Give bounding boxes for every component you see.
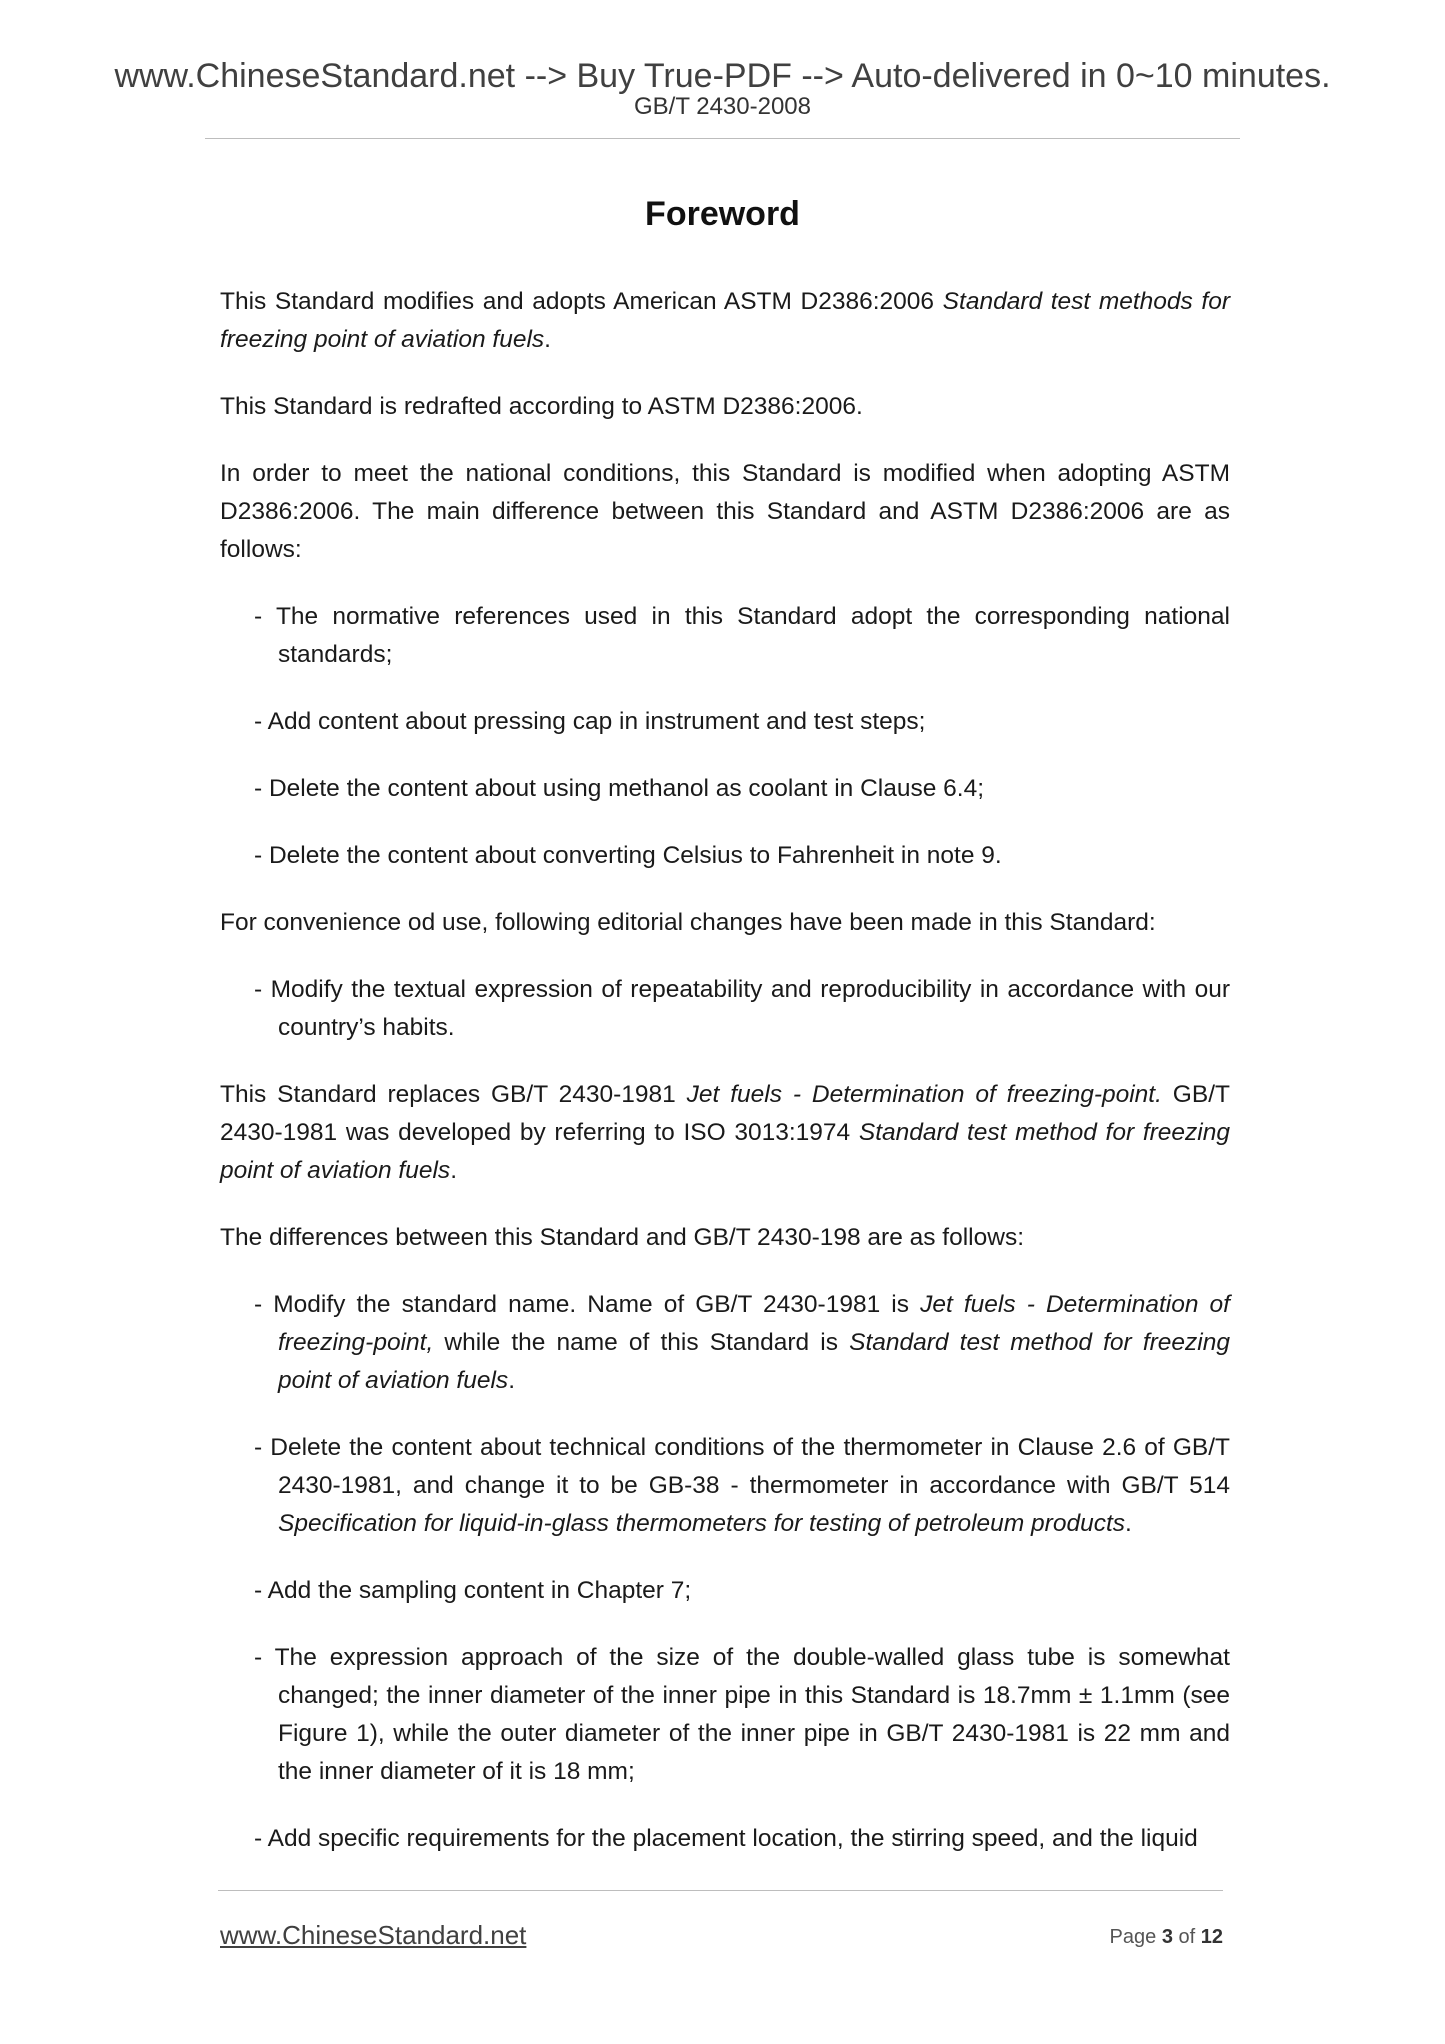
standard-title-reference: Jet fuels - Determination of freezing-point, <box>278 1291 1230 1356</box>
header-banner: www.ChineseStandard.net --> Buy True-PDF --> Auto-delivered in 0~10 minutes. <box>114 57 1331 95</box>
foreword-body <box>220 283 1230 1858</box>
standard-title-reference: Jet fuels - Determination of freezing-point. <box>686 1081 1162 1108</box>
paragraph-text: This Standard modifies and adopts American ASTM D2386:2006 <box>220 288 943 315</box>
list-item: - Delete the content about converting Celsius to Fahrenheit in note 9. <box>254 842 1002 869</box>
list-item-text: - Modify the standard name. Name of GB/T 2430-1981 is <box>254 1291 921 1318</box>
paragraph-replaces <box>220 1076 1230 1190</box>
list-item: - Add the sampling content in Chapter 7; <box>254 1577 692 1604</box>
list-item <box>254 1286 1230 1400</box>
standard-title-reference: Standard test methods for freezing point of aviation fuels <box>220 288 1231 353</box>
standard-title-reference: Standard test method for freezing point of aviation fuels <box>278 1329 1230 1394</box>
list-item: - Add specific requirements for the placement location, the stirring speed, and the liquid <box>254 1825 1198 1852</box>
list-item: - Modify the textual expression of repeatability and reproducibility in accordance with our country’s habits. <box>254 976 1230 1041</box>
page-title: Foreword <box>645 195 800 233</box>
paragraph-text: GB/T 2430-1981 was developed by referring to ISO 3013:1974 <box>220 1081 1230 1146</box>
page-total: 12 <box>1200 1926 1223 1948</box>
paragraph-editorial: For convenience od use, following editorial changes have been made in this Standard: <box>220 909 1156 936</box>
document-code: GB/T 2430-2008 <box>633 93 811 120</box>
paragraph-redrafted: This Standard is redrafted according to ASTM D2386:2006. <box>220 393 863 420</box>
list-item <box>254 1429 1230 1543</box>
page-indicator <box>1110 1924 1223 1950</box>
list-item: - Delete the content about using methanol as coolant in Clause 6.4; <box>254 775 985 802</box>
page-label: Page <box>1109 1926 1157 1948</box>
paragraph-modification: In order to meet the national conditions, this Standard is modified when adopting ASTM D2386:2006. The main difference between this Standard and ASTM D2386:2006 are as follows: <box>220 460 1230 563</box>
standard-title-reference: Specification for liquid-in-glass thermometers for testing of petroleum products <box>278 1510 1125 1537</box>
paragraph-adoption <box>220 283 1230 359</box>
list-item-text: . <box>1125 1510 1132 1537</box>
paragraph-text: . <box>450 1157 457 1184</box>
header-divider <box>205 138 1240 139</box>
list-item-text: while the name of this Standard is <box>433 1329 850 1356</box>
page-current: 3 <box>1161 1926 1173 1948</box>
footer-website-link[interactable]: www.ChineseStandard.net <box>220 1920 527 1950</box>
standard-title-reference: Standard test method for freezing point of aviation fuels <box>220 1119 1230 1184</box>
footer-divider <box>218 1890 1223 1891</box>
list-item-text: . <box>508 1367 515 1394</box>
list-item: - The expression approach of the size of the double-walled glass tube is somewhat changed; the inner diameter of the inner pipe in this Standard is 18.7mm ± 1.1mm (see Figure 1), while the outer diameter of the inner pipe in GB/T 2430-1981 is 22 mm and the inner diameter of it is 18 mm; <box>254 1644 1230 1785</box>
paragraph-differences: The differences between this Standard and GB/T 2430-198 are as follows: <box>220 1224 1025 1251</box>
paragraph-text: . <box>544 326 551 353</box>
list-item: - Add content about pressing cap in instrument and test steps; <box>254 708 926 735</box>
list-item: - The normative references used in this Standard adopt the corresponding national standards; <box>254 603 1230 668</box>
paragraph-text: This Standard replaces GB/T 2430-1981 <box>220 1081 687 1108</box>
list-item-text: - Delete the content about technical conditions of the thermometer in Clause 2.6 of GB/T 2430-1981, and change it to be GB-38 - thermometer in accordance with GB/T 514 <box>254 1434 1230 1499</box>
page-of: of <box>1178 1926 1196 1948</box>
